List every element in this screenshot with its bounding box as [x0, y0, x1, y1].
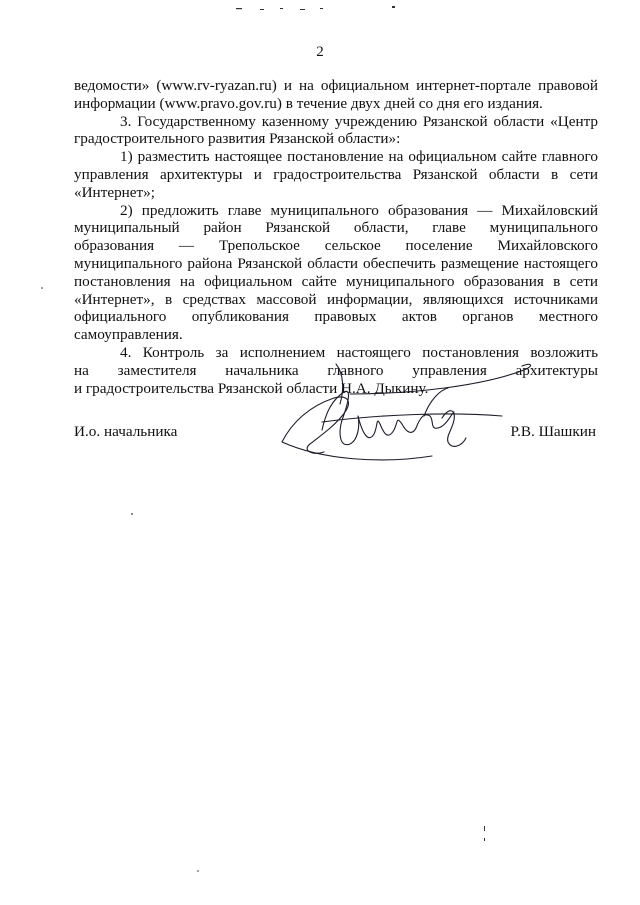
- paragraph-line: муниципальный район Рязанской области, главе муниципального: [74, 219, 598, 237]
- paragraph-line: ведомости» (www.rv-ryazan.ru) и на официальном интернет-портале правовой: [74, 77, 598, 94]
- paragraph-line: управления архитектуры и градостроительства Рязанской области в сети: [74, 165, 598, 183]
- signatory-position: И.о. начальника: [74, 423, 178, 440]
- paragraph-line: и градостроительства Рязанской области Н.А. Дыкину.: [74, 379, 429, 397]
- paragraph-line: на заместителя начальника главного управления архитектуры: [74, 361, 598, 379]
- paragraph-line: градостроительного развития Рязанской области»:: [74, 130, 401, 148]
- paragraph-line: «Интернет», в средствах массовой информации, являющихся источниками: [74, 290, 598, 308]
- paragraph-line: 1) разместить настоящее постановление на официальном сайте главного: [120, 148, 598, 166]
- paragraph-line: информации (www.pravo.gov.ru) в течение двух дней со дня его издания.: [74, 94, 543, 112]
- paragraph-line: самоуправления.: [74, 326, 183, 344]
- document-body: [74, 77, 598, 397]
- paragraph-line: официального опубликования правовых актов органов местного: [74, 308, 598, 326]
- paragraph-line: образования — Трепольское сельское поселение Михайловского: [74, 237, 598, 255]
- signatory-name: Р.В. Шашкин: [510, 423, 596, 440]
- paragraph-line: 2) предложить главе муниципального образования — Михайловский: [120, 201, 598, 219]
- paragraph-line: 3. Государственному казенному учреждению Рязанской области «Центр: [120, 112, 598, 130]
- paragraph-line: муниципального района Рязанской области обеспечить размещение настоящего: [74, 254, 598, 272]
- paragraph-line: «Интернет»;: [74, 183, 155, 201]
- paragraph-line: постановления на официальном сайте муниципального образования в сети: [74, 272, 598, 290]
- handwritten-signature: [262, 360, 602, 470]
- paragraph-line: 4. Контроль за исполнением настоящего постановления возложить: [120, 343, 598, 361]
- page-number: 2: [316, 44, 324, 60]
